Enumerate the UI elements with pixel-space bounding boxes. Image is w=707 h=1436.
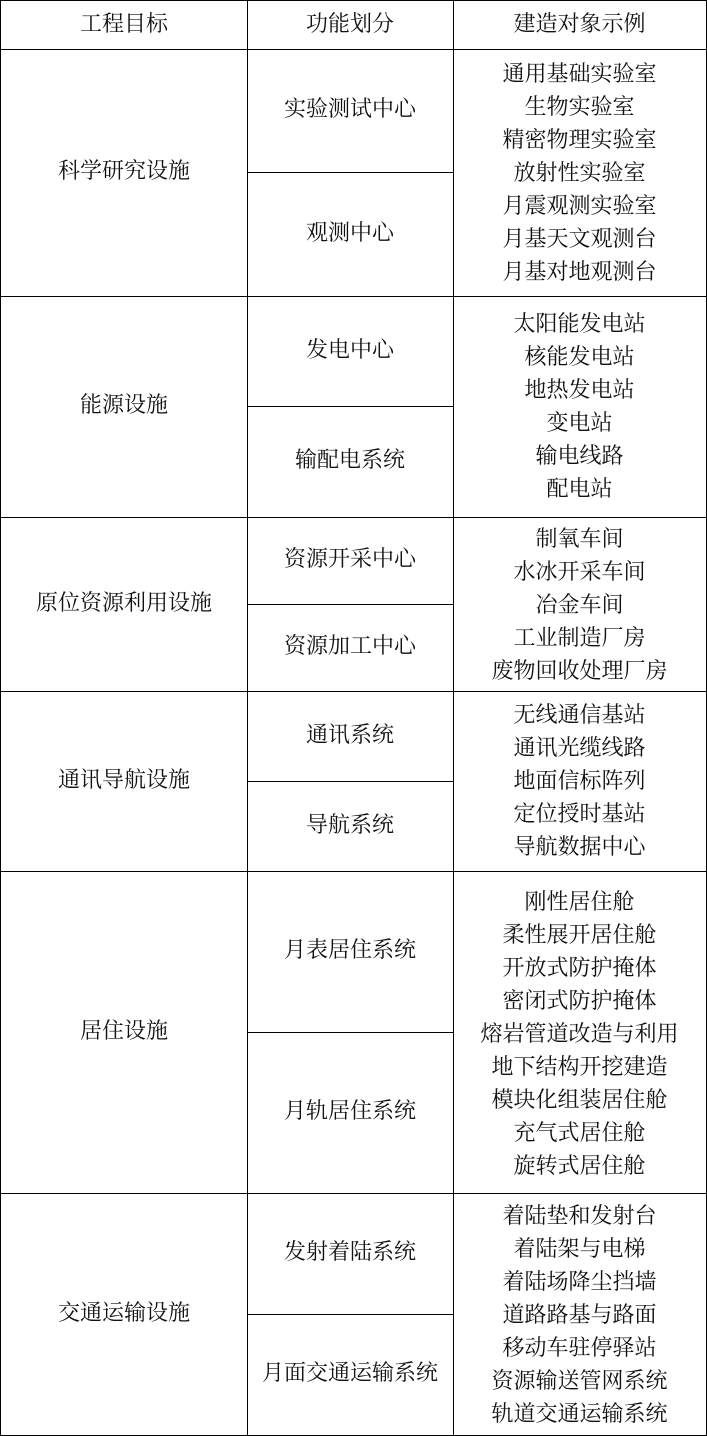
object-item: 精密物理实验室 [502, 128, 657, 153]
object-item: 定位授时基站 [513, 801, 646, 827]
object-item: 废物回收处理厂房 [491, 658, 668, 684]
object-item: 放射性实验室 [513, 161, 646, 186]
object-item: 制氧车间 [535, 526, 624, 552]
function-cell: 导航系统 [305, 812, 394, 838]
function-cell: 输配电系统 [294, 448, 405, 474]
goal-cell: 科学研究设施 [57, 159, 190, 185]
goal-cell: 交通运输设施 [57, 1300, 190, 1326]
object-item: 通用基础实验室 [502, 62, 657, 87]
header-construction-examples: 建造对象示例 [513, 11, 646, 37]
goal-cell: 能源设施 [79, 393, 168, 419]
object-item: 太阳能发电站 [513, 312, 646, 337]
function-cell: 月面交通运输系统 [261, 1361, 438, 1387]
header-engineering-goal: 工程目标 [79, 11, 168, 37]
function-cell: 月表居住系统 [283, 938, 416, 964]
object-item: 导航数据中心 [513, 834, 646, 860]
object-item: 配电站 [546, 477, 613, 502]
object-item: 资源输送管网系统 [491, 1369, 668, 1394]
object-list [453, 698, 706, 864]
object-item: 通讯光缆线路 [513, 735, 646, 761]
object-item: 刚性居住舱 [524, 889, 635, 915]
object-item: 月基对地观测台 [502, 260, 657, 285]
function-cell: 实验测试中心 [283, 97, 416, 123]
object-item: 道路路基与路面 [502, 1303, 657, 1328]
object-list [453, 884, 706, 1184]
object-item: 变电站 [546, 411, 613, 436]
object-item: 柔性展开居住舱 [502, 922, 657, 948]
object-item: 地热发电站 [524, 378, 635, 403]
function-cell: 通讯系统 [305, 722, 394, 748]
object-item: 移动车驻停驿站 [502, 1336, 657, 1361]
object-list [453, 307, 706, 507]
object-item: 核能发电站 [524, 345, 635, 370]
object-item: 冶金车间 [535, 592, 624, 618]
object-item: 着陆垫和发射台 [502, 1204, 657, 1229]
goal-cell: 通讯导航设施 [57, 767, 190, 793]
function-cell: 发电中心 [305, 337, 394, 363]
object-item: 轨道交通运输系统 [491, 1402, 668, 1427]
function-cell: 观测中心 [305, 220, 394, 246]
object-item: 生物实验室 [524, 95, 635, 120]
object-item: 熔岩管道改造与利用 [480, 1021, 679, 1047]
object-item: 地下结构开挖建造 [491, 1054, 668, 1080]
object-item: 输电线路 [535, 444, 624, 469]
object-item: 模块化组装居住舱 [491, 1087, 668, 1113]
goal-cell: 原位资源利用设施 [35, 590, 212, 616]
object-item: 月震观测实验室 [502, 194, 657, 219]
object-item: 旋转式居住舱 [513, 1153, 646, 1179]
goal-cell: 居住设施 [79, 1018, 168, 1044]
object-list [453, 1199, 706, 1432]
object-item: 着陆场降尘挡墙 [502, 1270, 657, 1295]
function-cell: 资源开采中心 [283, 547, 416, 573]
object-item: 着陆架与电梯 [513, 1237, 646, 1262]
object-item: 水冰开采车间 [513, 559, 646, 585]
object-item: 充气式居住舱 [513, 1120, 646, 1146]
object-item: 地面信标阵列 [513, 768, 646, 794]
function-cell: 发射着陆系统 [283, 1240, 416, 1266]
object-item: 工业制造厂房 [513, 625, 646, 651]
object-list [453, 57, 706, 290]
object-list [453, 522, 706, 688]
header-function-division: 功能划分 [305, 11, 394, 37]
function-cell: 月轨居住系统 [283, 1099, 416, 1125]
object-item: 无线通信基站 [513, 702, 646, 728]
object-item: 密闭式防护掩体 [502, 988, 657, 1014]
function-cell: 资源加工中心 [283, 634, 416, 660]
object-item: 开放式防护掩体 [502, 955, 657, 981]
object-item: 月基天文观测台 [502, 227, 657, 252]
